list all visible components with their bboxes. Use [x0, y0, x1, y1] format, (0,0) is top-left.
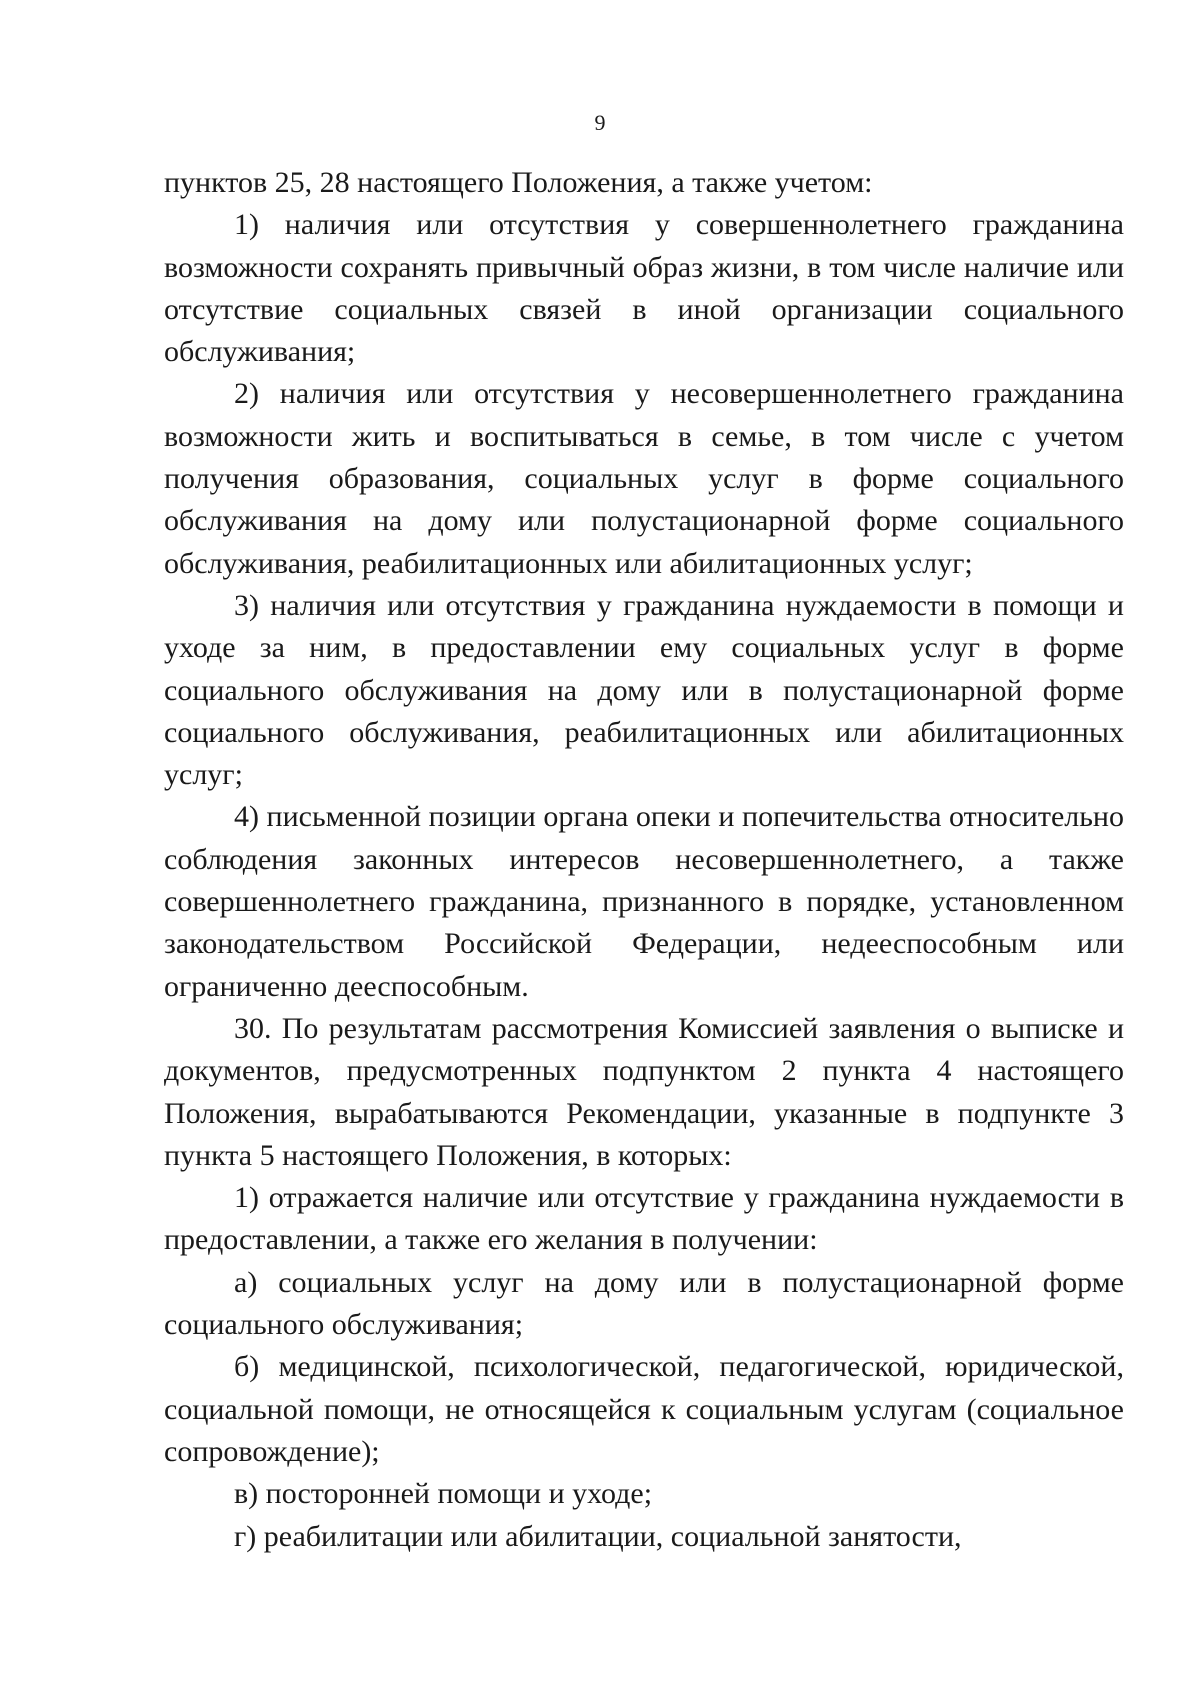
paragraph-subitem-b: б) медицинской, психологической, педагогической, юридической, социальной помощи, не относящейся к социальным услугам (социальное сопровождение); — [164, 1350, 1124, 1468]
paragraph-item-2: 2) наличия или отсутствия у несовершеннолетнего гражданина возможности жить и воспитываться в семье, в том числе с учетом получения образования, социальных услуг в форме социального обслуживания на дому или полустационарной форме социального обслуживания, реабилитационных или абилитационных услуг; — [164, 377, 1124, 580]
paragraph-clause-30: 30. По результатам рассмотрения Комиссией заявления о выписке и документов, предусмотренных подпунктом 2 пункта 4 настоящего Положения, вырабатываются Рекомендации, указанные в подпункте 3 пункта 5 настоящего Положения, в которых: — [164, 1011, 1124, 1172]
paragraph-subitem-a: а) социальных услуг на дому или в полустационарной форме социального обслуживания; — [164, 1265, 1124, 1342]
page-number: 9 — [594, 110, 606, 135]
document-body — [164, 162, 1124, 1558]
paragraph-item-1: 1) наличия или отсутствия у совершеннолетнего гражданина возможности сохранять привычный образ жизни, в том числе наличие или отсутствие социальных связей в иной организации социального обслуживания; — [164, 208, 1124, 369]
paragraph-item-3: 3) наличия или отсутствия у гражданина нуждаемости в помощи и уходе за ним, в предоставлении ему социальных услуг в форме социального обслуживания на дому или в полустационарной форме социального обслуживания, реабилитационных или абилитационных услуг; — [164, 588, 1124, 792]
paragraph-intro: пунктов 25, 28 настоящего Положения, а также учетом: — [164, 166, 873, 199]
paragraph-subitem-g: г) реабилитации или абилитации, социальной занятости, — [234, 1519, 962, 1553]
paragraph-item-4: 4) письменной позиции органа опеки и попечительства относительно соблюдения законных интересов несовершеннолетнего, а также совершеннолетнего гражданина, признанного в порядке, установленном законодательством Российской Федерации, недееспособным или ограниченно дееспособным. — [164, 800, 1124, 1003]
paragraph-clause-30-item-1: 1) отражается наличие или отсутствие у гражданина нуждаемости в предоставлении, а также его желания в получении: — [164, 1181, 1124, 1257]
paragraph-subitem-v: в) посторонней помощи и уходе; — [234, 1477, 653, 1511]
